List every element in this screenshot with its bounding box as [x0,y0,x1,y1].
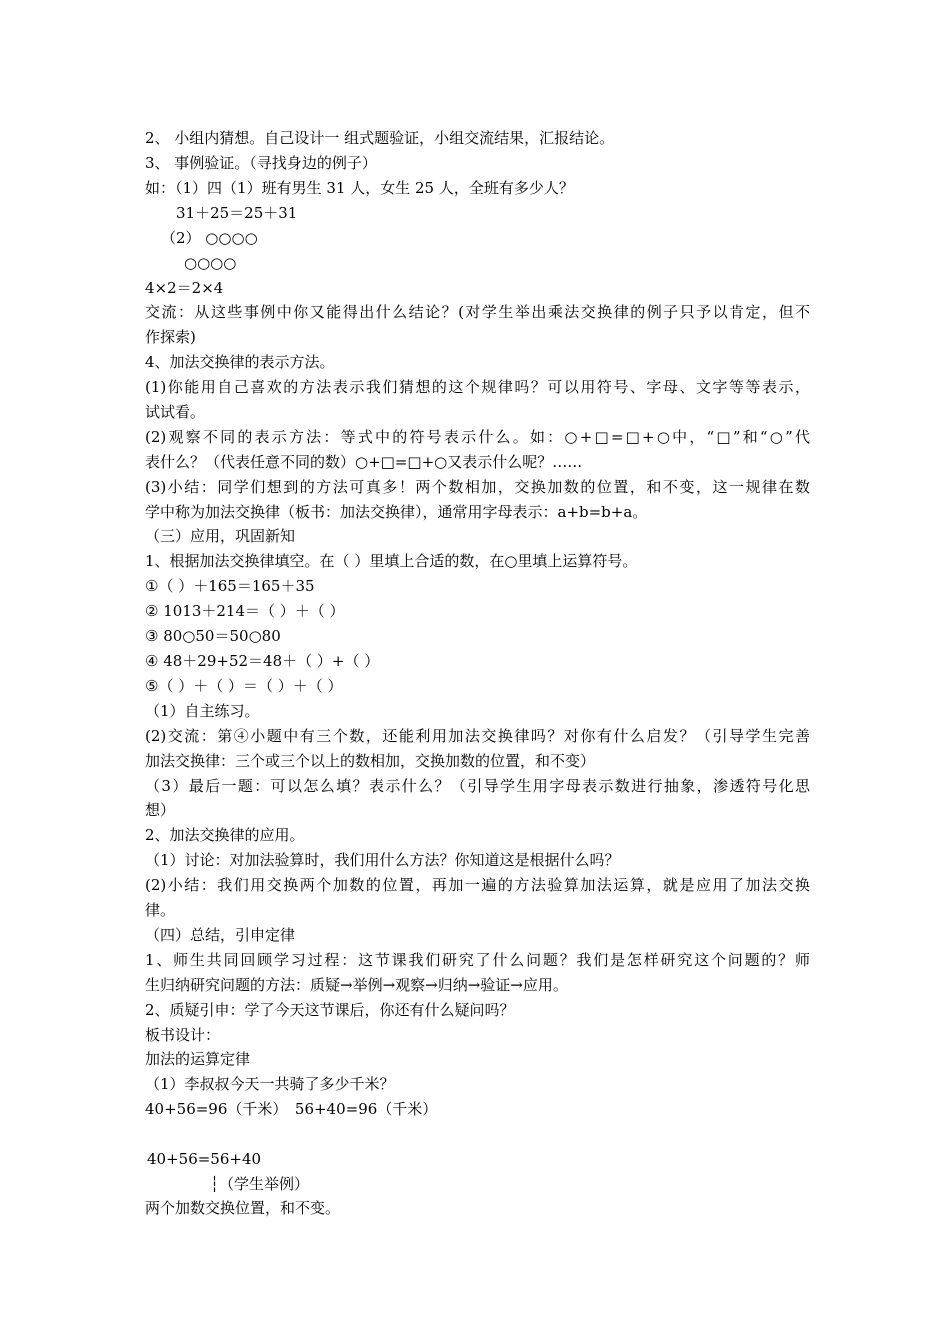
text-line: (1)你能用自己喜欢的方法表示我们猜想的这个规律吗？可以用符号、字母、文字等等表示， [145,378,810,396]
text-line: ○○○○ [184,254,237,272]
text-line: 40+56=56+40 [147,1150,262,1168]
text-line: 3、 事例验证。（寻找身边的例子） [145,154,377,172]
text-line: 4、加法交换律的表示方法。 [145,353,335,371]
text-line: ③ 80○50＝50○80 [145,627,281,645]
text-line: 生归纳研究问题的方法：质疑→举例→观察→归纳→验证→应用。 [145,976,568,994]
text-line: 加法的运算定律 [145,1050,251,1068]
text-line: ④ 48＋29+52＝48＋（ ）+（ ） [145,652,380,670]
text-line: 板书设计： [145,1026,221,1044]
text-line: 1、师生共同回顾学习过程：这节课我们研究了什么问题？我们是怎样研究这个问题的？师 [145,951,810,969]
text-line: （2） ○○○○ [161,229,258,247]
text-line: (2)观察不同的表示方法：等式中的符号表示什么。如：○+□=□+○中，“□”和“○”代 [145,428,810,446]
text-line: 2、质疑引申：学了今天这节课后，你还有什么疑问吗？ [145,1001,515,1019]
text-line: 学中称为加法交换律（板书：加法交换律），通常用字母表示：a+b=b+a。 [145,503,648,521]
text-line: ② 1013＋214＝（ ）＋（ ） [145,602,345,620]
text-line: 加法交换律：三个或三个以上的数相加，交换加数的位置，和不变） [145,752,596,770]
text-line: 两个加数交换位置，和不变。 [145,1199,341,1217]
text-line: （3）最后一题：可以怎么填？表示什么？（引导学生用字母表示数进行抽象，渗透符号化思 [145,777,810,795]
text-line: （1）自主练习。 [145,702,260,720]
text-line: 40+56=96（千米） 56+40=96（千米） [145,1100,438,1118]
text-line: (2)小结：我们用交换两个加数的位置，再加一遍的方法验算加法运算，就是应用了加法交换 [145,876,810,894]
text-line: ①（ ）＋165＝165＋35 [145,577,315,595]
text-line: 交流：从这些事例中你又能得出什么结论？(对学生举出乘法交换律的例子只予以肯定，但不 [145,303,810,321]
text-line: （1）李叔叔今天一共骑了多少千米？ [145,1075,395,1093]
text-line: 试试看。 [145,403,206,421]
text-line: ⑤（ ）＋（ ）＝（ ）＋（ ） [145,677,343,695]
text-line: 如：（1）四（1）班有男生 31 人，女生 25 人，全班有多少人？ [145,179,574,197]
text-line: （1）讨论：对加法验算时，我们用什么方法？你知道这是根据什么吗？ [145,851,620,869]
text-line: (3)小结：同学们想到的方法可真多！两个数相加，交换加数的位置，和不变，这一规律在数 [145,478,810,496]
text-line: 4×2＝2×4 [145,279,224,297]
text-line: 律。 [145,901,176,919]
text-line: (2)交流：第④小题中有三个数，还能利用加法交换律吗？对你有什么启发？（引导学生完善 [145,727,810,745]
text-line: 表什么？（代表任意不同的数）○+□=□+○又表示什么呢？…… [145,453,583,471]
text-line: 2、 小组内猜想。自己设计一 组式题验证，小组交流结果，汇报结论。 [145,129,615,147]
text-line: ┆（学生举例） [210,1175,310,1193]
text-line: （四）总结，引申定律 [145,926,296,944]
text-line: 1、根据加法交换律填空。在（ ）里填上合适的数，在○里填上运算符号。 [145,552,638,570]
text-line: （三）应用，巩固新知 [145,527,296,545]
text-line: 想） [145,801,176,819]
text-line: 31＋25＝25＋31 [176,204,298,222]
text-line: 2、加法交换律的应用。 [145,826,305,844]
text-line: 作探索) [145,328,196,346]
